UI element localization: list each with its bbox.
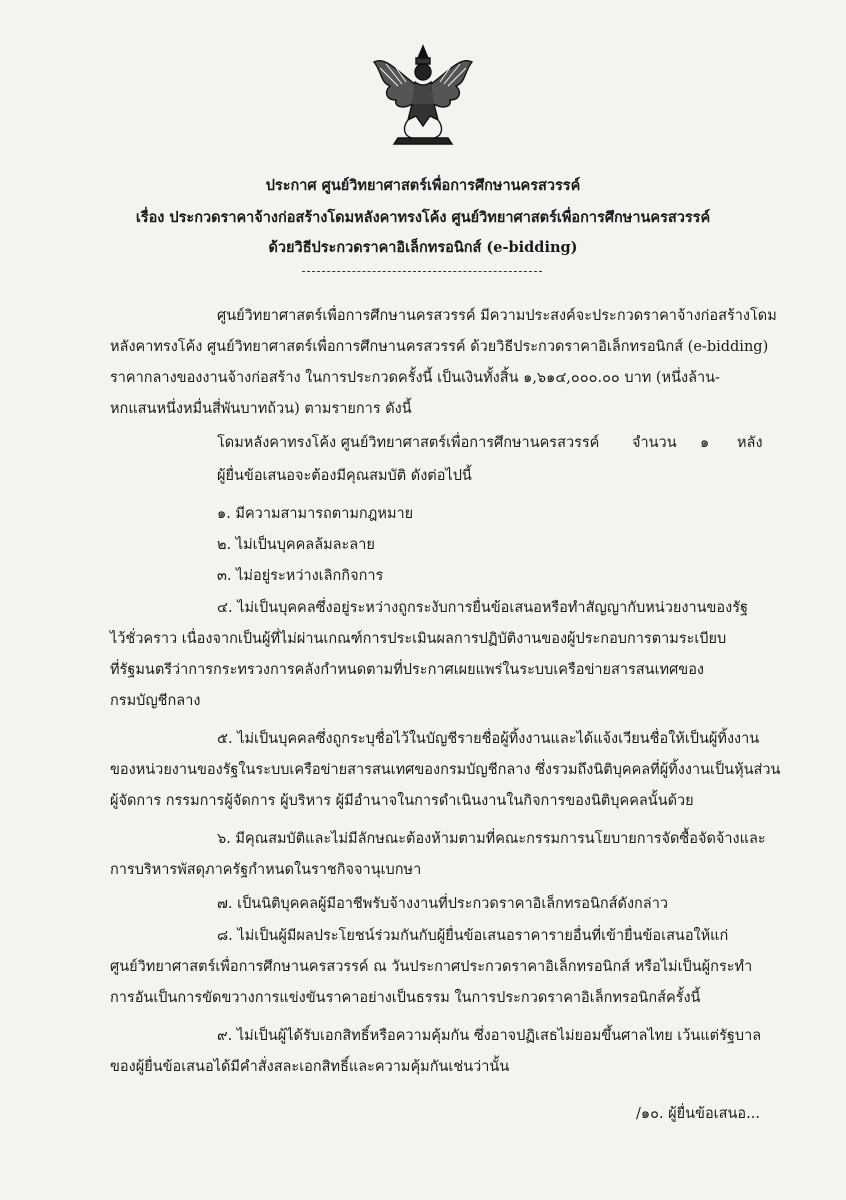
intro-line-3: ราคากลางของงานจ้างก่อสร้าง ในการประกวดครั้งนี้ เป็นเงินทั้งสิ้น ๑,๖๑๔,๐๐๐.๐๐ บาท (หนึ่งล้าน- <box>110 370 720 386</box>
qualification-8-line-2: ศูนย์วิทยาศาสตร์เพื่อการศึกษานครสวรรค์ ณ วันประกาศประกวดราคาอิเล็กทรอนิกส์ หรือไม่เป็นผู้กระทำ <box>110 959 753 975</box>
announcement-subject: เรื่อง ประกวดราคาจ้างก่อสร้างโดมหลังคาทรงโค้ง ศูนย์วิทยาศาสตร์เพื่อการศึกษานครสวรรค์ <box>135 209 711 226</box>
qualification-5-line-3: ผู้จัดการ กรรมการผู้จัดการ ผู้บริหาร ผู้มีอำนาจในการดำเนินงานในกิจการของนิติบุคคลนั้นด้วย <box>110 793 694 809</box>
item-qty: ๑ <box>700 435 710 451</box>
qualification-6-line-2: การบริหารพัสดุภาครัฐกำหนดในราชกิจจานุเบกษา <box>110 862 422 878</box>
qualification-4-line-1: ๔. ไม่เป็นบุคคลซึ่งอยู่ระหว่างถูกระงับการยื่นข้อเสนอหรือทำสัญญากับหน่วยงานของรัฐ <box>217 600 748 616</box>
announcement-method: ด้วยวิธีประกวดราคาอิเล็กทรอนิกส์ (e-bidding) <box>268 239 578 256</box>
qualification-5-line-1: ๕. ไม่เป็นบุคคลซึ่งถูกระบุชื่อไว้ในบัญชีรายชื่อผู้ทิ้งงานและได้แจ้งเวียนชื่อให้เป็นผู้ทิ้งงาน <box>217 731 760 747</box>
item-qty-label: จำนวน <box>632 435 677 451</box>
qualification-4-line-2: ไว้ชั่วคราว เนื่องจากเป็นผู้ที่ไม่ผ่านเกณฑ์การประเมินผลการปฏิบัติงานของผู้ประกอบการตามระเบียบ <box>110 631 727 647</box>
announcement-title: ประกาศ ศูนย์วิทยาศาสตร์เพื่อการศึกษานครสวรรค์ <box>265 177 581 194</box>
intro-line-1: ศูนย์วิทยาศาสตร์เพื่อการศึกษานครสวรรค์ มีความประสงค์จะประกวดราคาจ้างก่อสร้างโดม <box>217 308 777 324</box>
item-unit: หลัง <box>737 435 763 451</box>
item-name: โดมหลังคาทรงโค้ง ศูนย์วิทยาศาสตร์เพื่อการศึกษานครสวรรค์ <box>217 435 600 451</box>
qualifications-intro: ผู้ยื่นข้อเสนอจะต้องมีคุณสมบัติ ดังต่อไปนี้ <box>217 468 472 484</box>
qualification-6-line-1: ๖. มีคุณสมบัติและไม่มีลักษณะต้องห้ามตามที่คณะกรรมการนโยบายการจัดซื้อจัดจ้างและ <box>217 831 766 847</box>
intro-line-4: หกแสนหนึ่งหมื่นสี่พันบาทถ้วน) ตามรายการ ดังนี้ <box>110 401 412 417</box>
qualification-5-line-2: ของหน่วยงานของรัฐในระบบเครือข่ายสารสนเทศของกรมบัญชีกลาง ซึ่งรวมถึงนิติบุคคลที่ผู้ทิ้งงานเป็นหุ้นส่วน <box>110 762 781 778</box>
qualification-1: ๑. มีความสามารถตามกฎหมาย <box>217 506 414 522</box>
qualification-4-line-3: ที่รัฐมนตรีว่าการกระทรวงการคลังกำหนดตามที่ประกาศเผยแพร่ในระบบเครือข่ายสารสนเทศของ <box>110 662 704 678</box>
page-continuation: /๑๐. ผู้ยื่นข้อเสนอ... <box>636 1106 760 1122</box>
qualification-4-line-4: กรมบัญชีกลาง <box>110 693 201 709</box>
qualification-7: ๗. เป็นนิติบุคคลผู้มีอาชีพรับจ้างงานที่ประกวดราคาอิเล็กทรอนิกส์ดังกล่าว <box>217 896 668 912</box>
intro-line-2: หลังคาทรงโค้ง ศูนย์วิทยาศาสตร์เพื่อการศึกษานครสวรรค์ ด้วยวิธีประกวดราคาอิเล็กทรอนิกส์ (e-bidding) <box>110 339 769 355</box>
bleed-through-texture <box>10 10 836 1190</box>
qualification-8-line-1: ๘. ไม่เป็นผู้มีผลประโยชน์ร่วมกันกับผู้ยื่นข้อเสนอราคารายอื่นที่เข้ายื่นข้อเสนอให้แก่ <box>217 928 729 944</box>
qualification-3: ๓. ไม่อยู่ระหว่างเลิกกิจการ <box>217 568 384 584</box>
qualification-9-line-2: ของผู้ยื่นข้อเสนอได้มีคำสั่งสละเอกสิทธิ์และความคุ้มกันเช่นว่านั้น <box>110 1059 510 1075</box>
qualification-2: ๒. ไม่เป็นบุคคลล้มละลาย <box>217 537 375 553</box>
qualification-9-line-1: ๙. ไม่เป็นผู้ได้รับเอกสิทธิ์หรือความคุ้มกัน ซึ่งอาจปฏิเสธไม่ยอมขึ้นศาลไทย เว้นแต่รัฐบาล <box>217 1028 762 1044</box>
qualification-8-line-3: การอันเป็นการขัดขวางการแข่งขันราคาอย่างเป็นธรรม ในการประกวดราคาอิเล็กทรอนิกส์ครั้งนี้ <box>110 990 701 1006</box>
